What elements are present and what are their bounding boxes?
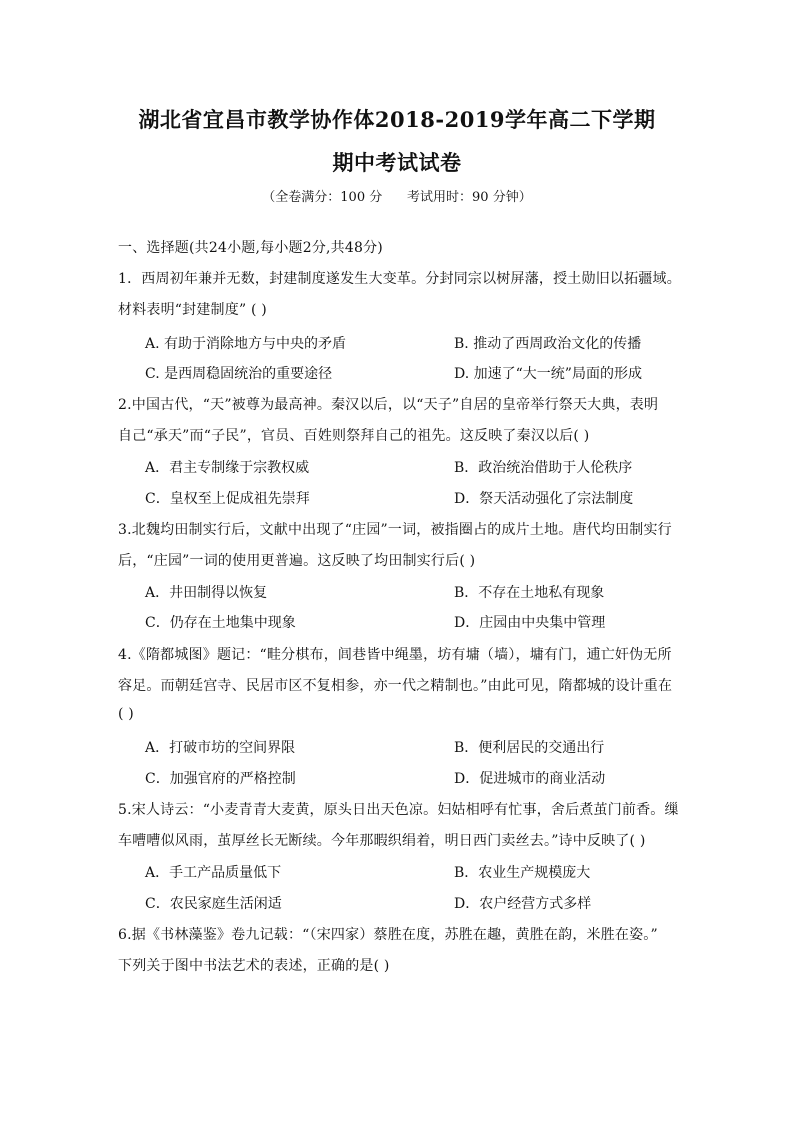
- question-6-stem-line2: 下列关于图中书法艺术的表述，正确的是( ): [118, 958, 390, 974]
- question-3-stem-line1: 3.北魏均田制实行后，文献中出现了“庄园”一词，被指圈占的成片土地。唐代均田制实行: [118, 522, 672, 538]
- exam-title-line2: 期中考试试卷: [332, 150, 462, 175]
- question-4-option-b: B．便利居民的交通出行: [454, 740, 605, 756]
- question-2-option-b: B．政治统治借助于人伦秩序: [454, 460, 633, 476]
- exam-meta: （全卷满分：100 分 考试用时：90 分钟）: [262, 190, 532, 205]
- question-6-stem-line1: 6.据《书林藻鉴》卷九记载：“（宋四家）蔡胜在度，苏胜在趣，黄胜在韵，米胜在姿。”: [118, 927, 658, 943]
- question-1-stem-line2: 材料表明“封建制度” ( ): [118, 302, 267, 318]
- question-4-option-c: C．加强官府的严格控制: [145, 771, 296, 787]
- exam-title-line1: 湖北省宜昌市教学协作体2018-2019学年高二下学期: [138, 107, 656, 132]
- question-5-option-d: D．农户经营方式多样: [454, 896, 592, 912]
- question-1-stem-line1: 1．西周初年兼并无数，封建制度遂发生大变革。分封同宗以树屏藩，授土勋旧以拓疆域。: [118, 271, 681, 287]
- question-5-option-a: A．手工产品质量低下: [145, 865, 282, 881]
- question-4-option-d: D．促进城市的商业活动: [454, 771, 606, 787]
- question-3-option-b: B．不存在土地私有现象: [454, 585, 605, 601]
- question-3-option-d: D．庄园由中央集中管理: [454, 615, 606, 631]
- question-3-option-c: C．仍存在土地集中现象: [145, 615, 296, 631]
- question-2-stem-line1: 2.中国古代，“天”被尊为最高神。秦汉以后，以“天子”自居的皇帝举行祭天大典，表明: [118, 397, 659, 413]
- question-2-option-c: C．皇权至上促成祖先崇拜: [145, 491, 310, 507]
- question-4-stem-line2: 容足。而朝廷宫寺、民居市区不复相参，亦一代之精制也。”由此可见，隋都城的设计重在: [118, 678, 673, 694]
- question-4-stem-line1: 4.《隋都城图》题记：“畦分棋布，闾巷皆中绳墨，坊有墉（墙），墉有门，逋亡奸伪无所: [118, 647, 672, 663]
- question-2-option-a: A．君主专制缘于宗教权威: [145, 460, 310, 476]
- question-1-option-a: A. 有助于消除地方与中央的矛盾: [145, 336, 347, 352]
- question-1-option-b: B. 推动了西周政治文化的传播: [454, 336, 642, 352]
- question-5-option-c: C．农民家庭生活闲适: [145, 896, 282, 912]
- question-1-option-d: D. 加速了“大一统”局面的形成: [454, 366, 642, 382]
- question-1-option-c: C. 是西周稳固统治的重要途径: [145, 366, 333, 382]
- question-2-stem-line2: 自己“承天”而“子民”，官员、百姓则祭拜自己的祖先。这反映了秦汉以后( ): [118, 428, 590, 444]
- question-3-stem-line2: 后，“庄园”一词的使用更普遍。这反映了均田制实行后( ): [118, 553, 476, 569]
- question-2-option-d: D．祭天活动强化了宗法制度: [454, 491, 634, 507]
- question-4-option-a: A．打破市坊的空间界限: [145, 740, 296, 756]
- question-5-stem-line1: 5.宋人诗云：“小麦青青大麦黄，原头日出天色凉。妇姑相呼有忙事，舍后煮茧门前香。缫: [118, 802, 679, 818]
- question-5-stem-line2: 车嘈嘈似风雨，茧厚丝长无断续。今年那暇织绢着，明日西门卖丝去。”诗中反映了( ): [118, 833, 646, 849]
- question-4-stem-line3: ( ): [118, 706, 134, 722]
- question-3-option-a: A．井田制得以恢复: [145, 585, 268, 601]
- question-5-option-b: B．农业生产规模庞大: [454, 865, 591, 881]
- section-heading: 一、选择题(共24小题,每小题2分,共48分): [118, 240, 383, 256]
